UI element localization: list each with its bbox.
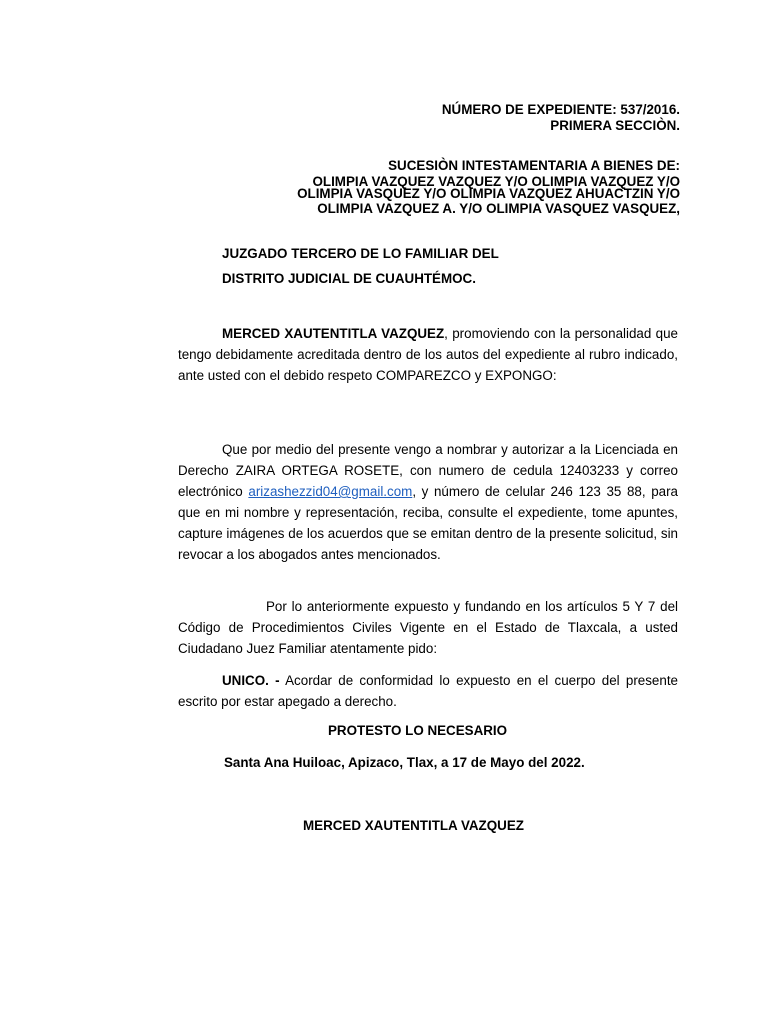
court-line-1: JUZGADO TERCERO DE LO FAMILIAR DEL bbox=[222, 246, 499, 261]
paragraph-authorization-text-b: , y número de celular 246 123 35 88, para que en mi nombre y representación, reciba, consulte el expediente, tome apuntes, capture imágenes de los acuerdos que se emitan dentro de la presente solicitud, sin revocar a los abogados antes mencionados. bbox=[178, 484, 678, 562]
protest-statement: PROTESTO LO NECESARIO bbox=[328, 723, 508, 738]
paragraph-request bbox=[178, 670, 678, 712]
succession-line-4: OLIMPIA VAZQUEZ A. Y/O OLIMPIA VASQUEZ VASQUEZ, bbox=[317, 201, 680, 216]
paragraph-legal-basis-text: Por lo anteriormente expuesto y fundando en los artículos 5 Y 7 del Código de Procedimientos Civiles Vigente en el Estado de Tlaxcala, a usted Ciudadano Juez Familiar atentamente pido: bbox=[178, 599, 678, 656]
paragraph-appearance-text: , promoviendo con la personalidad que tengo debidamente acreditada dentro de los autos del expediente al rubro indicado, ante usted con el debido respeto COMPAREZCO y EXPONGO: bbox=[178, 326, 678, 383]
place-and-date: Santa Ana Huiloac, Apizaco, Tlax, a 17 de Mayo del 2022. bbox=[224, 755, 585, 770]
case-number: NÚMERO DE EXPEDIENTE: 537/2016. bbox=[441, 102, 680, 117]
succession-line-1: SUCESIÒN INTESTAMENTARIA A BIENES DE: bbox=[388, 158, 680, 173]
email-link[interactable]: arizashezzid04@gmail.com bbox=[248, 484, 413, 499]
paragraph-authorization bbox=[178, 439, 678, 565]
paragraph-appearance bbox=[178, 323, 678, 386]
petitioner-name: MERCED XAUTENTITLA VAZQUEZ bbox=[222, 326, 445, 341]
request-label: UNICO. - bbox=[222, 673, 280, 688]
paragraph-authorization-text-a: Que por medio del presente vengo a nombrar y autorizar a la Licenciada en Derecho ZAIRA ORTEGA ROSETE, con numero de cedula 12403233 y correo electrónico bbox=[178, 442, 678, 499]
succession-line-2: OLIMPIA VAZQUEZ VAZQUEZ Y/O OLIMPIA VAZQUEZ Y/O bbox=[312, 174, 680, 189]
case-section: PRIMERA SECCIÒN. bbox=[550, 118, 680, 133]
succession-line-3: OLIMPIA VASQUEZ Y/O OLIMPIA VAZQUEZ AHUACTZIN Y/O bbox=[297, 186, 680, 201]
signature-name: MERCED XAUTENTITLA VAZQUEZ bbox=[303, 818, 524, 833]
paragraph-legal-basis bbox=[178, 596, 678, 659]
court-line-2: DISTRITO JUDICIAL DE CUAUHTÉMOC. bbox=[222, 271, 476, 286]
paragraph-request-text: Acordar de conformidad lo expuesto en el cuerpo del presente escrito por estar apegado a derecho. bbox=[178, 673, 678, 709]
